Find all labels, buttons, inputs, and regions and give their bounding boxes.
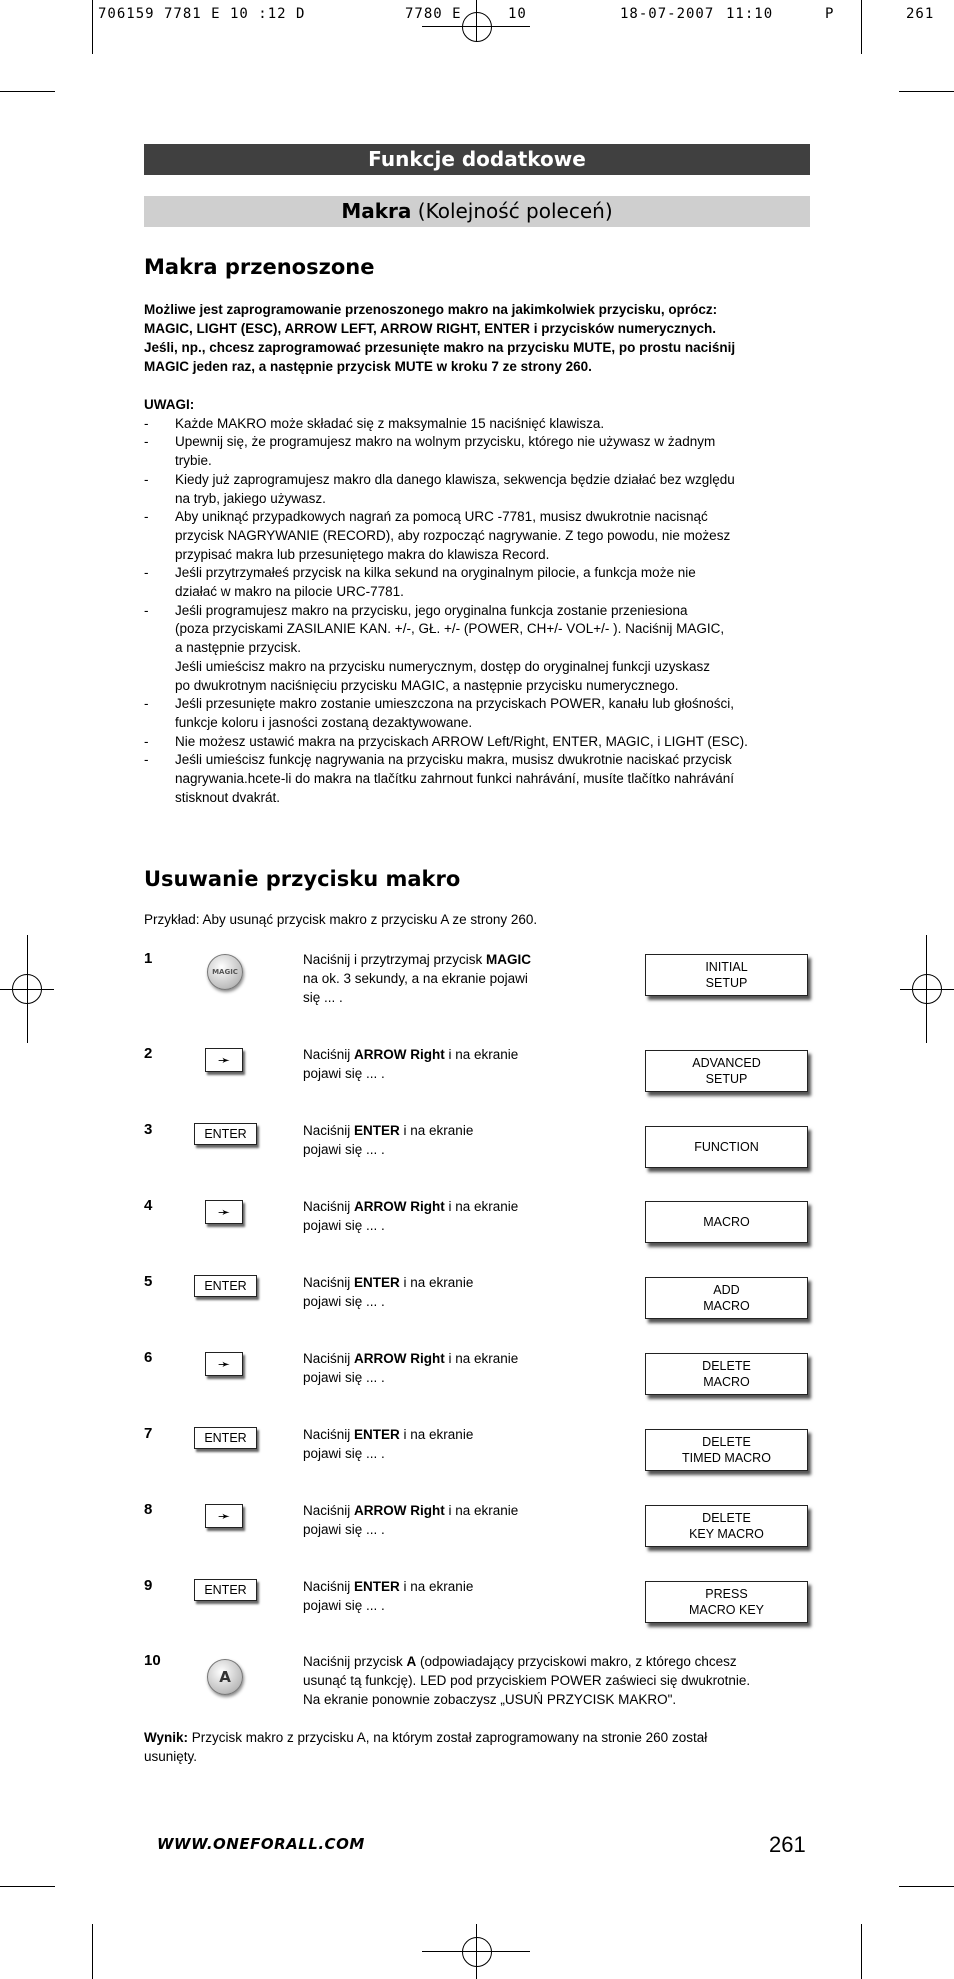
note-line: Jeśli programujesz makro na przycisku, jego oryginalna funkcja zostanie przeniesiona <box>175 602 688 618</box>
crop-mark <box>861 1924 862 1979</box>
lcd-screen-display: DELETE MACRO <box>645 1353 808 1395</box>
lcd-screen-display: ADVANCED SETUP <box>645 1050 808 1092</box>
result-label: Wynik: <box>144 1730 189 1745</box>
print-model: 7780 E <box>405 6 462 22</box>
note-dash: - <box>144 434 149 450</box>
note-line: przypisać makra lub przesuniętego makra do klawisza Record. <box>175 546 550 562</box>
step-text-post: i na ekranie <box>444 1503 519 1518</box>
step-text-line2: pojawi się ... . <box>303 1446 385 1461</box>
note-dash: - <box>144 565 149 581</box>
note-item <box>144 733 804 752</box>
print-code: 706159 7781 E 10 :12 D <box>98 6 306 22</box>
step-10-text <box>303 1652 803 1709</box>
step-text-bold: ARROW Right <box>354 1351 445 1366</box>
note-line: Nie możesz ustawić makra na przyciskach ARROW Left/Right, ENTER, MAGIC, i LIGHT (ESC). <box>175 733 748 749</box>
step-text-pre: Naciśnij <box>303 1351 355 1366</box>
step-text-line2: pojawi się ... . <box>303 1066 385 1081</box>
result-line: usunięty. <box>144 1749 198 1764</box>
step-number: 5 <box>144 1273 153 1290</box>
crop-mark <box>92 0 93 54</box>
intro-paragraph <box>144 300 804 376</box>
a-button-label: A <box>219 1668 231 1686</box>
arrow-right-icon: ➛ <box>205 1352 243 1376</box>
step-text-pre: Naciśnij <box>303 1503 355 1518</box>
section-heading-delete-macro: Usuwanie przycisku makro <box>144 867 461 891</box>
step-text-line2: pojawi się ... . <box>303 1522 385 1537</box>
magic-button-label: MAGIC <box>212 968 238 976</box>
step-text-post: i na ekranie <box>399 1579 474 1594</box>
registration-mark <box>912 974 942 1004</box>
enter-key-icon: ENTER <box>194 1275 257 1297</box>
oneforall-logo: WWW.ONEFORALL.COM <box>157 1835 365 1853</box>
note-item <box>144 433 804 470</box>
note-dash: - <box>144 752 149 768</box>
registration-mark <box>462 1937 492 1967</box>
step-number: 8 <box>144 1501 153 1518</box>
step-text-pre: Naciśnij <box>303 1123 355 1138</box>
note-line: Jeśli umieścisz makro na przycisku numerycznym, dostęp do oryginalnej funkcji uzyskasz <box>175 658 710 674</box>
note-item <box>144 695 804 732</box>
note-line: nagrywania.hcete-li do makra na tlačítku zahrnout funkci nahrávání, musíte tlačítko nahrávání <box>175 771 735 787</box>
step-text-line2: usunąć tą funkcję). LED pod przyciskiem POWER zaświeci się dwukrotnie. <box>303 1673 751 1688</box>
subtitle-rest: (Kolejność poleceń) <box>417 199 613 223</box>
step-text-line2: na ok. 3 sekundy, a na ekranie pojawi <box>303 971 528 986</box>
example-text: Przykład: Aby usunąć przycisk makro z przycisku A ze strony 260. <box>144 912 538 927</box>
print-time: 11:10 <box>726 6 774 22</box>
step-number: 9 <box>144 1577 153 1594</box>
step-text-post: i na ekranie <box>399 1123 474 1138</box>
step-text-line2: pojawi się ... . <box>303 1598 385 1613</box>
note-line: a następnie przycisk. <box>175 640 302 656</box>
step-text-bold: ENTER <box>354 1275 400 1290</box>
step-text-pre: Naciśnij <box>303 1579 355 1594</box>
step-text-post: i na ekranie <box>444 1199 519 1214</box>
step-text-bold: ARROW Right <box>354 1199 445 1214</box>
step-number: 1 <box>144 950 153 967</box>
step-text-pre: Naciśnij i przytrzymaj przycisk <box>303 952 487 967</box>
registration-mark <box>12 974 42 1004</box>
lcd-screen-display: PRESS MACRO KEY <box>645 1581 808 1623</box>
print-p: P <box>825 6 835 22</box>
step-text-line2: pojawi się ... . <box>303 1294 385 1309</box>
step-text-post: i na ekranie <box>399 1427 474 1442</box>
note-dash: - <box>144 696 149 712</box>
intro-line: Jeśli, np., chcesz zaprogramować przesunięte makro na przycisku MUTE, po prostu naciśnij <box>144 340 736 355</box>
a-button-icon <box>207 1659 243 1695</box>
print-num: 10 <box>508 6 527 22</box>
arrow-right-icon: ➛ <box>205 1504 243 1528</box>
result-paragraph <box>144 1728 804 1766</box>
step-number: 2 <box>144 1045 153 1062</box>
subtitle-bold: Makra <box>341 199 412 223</box>
note-item <box>144 415 804 434</box>
step-text-bold: ENTER <box>354 1579 400 1594</box>
note-line: funkcje koloru i jasności zostaną dezaktywowane. <box>175 714 473 730</box>
step-text-bold: MAGIC <box>486 952 532 967</box>
step-number: 7 <box>144 1425 153 1442</box>
step-text-line3: się ... . <box>303 990 343 1005</box>
page-subtitle <box>144 196 810 227</box>
step-text-post: (odpowiadający przyciskowi makro, z którego chcesz <box>416 1654 737 1669</box>
step-text-bold: ENTER <box>354 1123 400 1138</box>
step-text-bold: A <box>406 1654 417 1669</box>
lcd-screen-display: DELETE KEY MACRO <box>645 1505 808 1547</box>
enter-key-icon: ENTER <box>194 1123 257 1145</box>
note-dash: - <box>144 733 149 749</box>
notes-list <box>144 396 804 807</box>
step-number: 10 <box>144 1652 161 1669</box>
lcd-screen-display: INITIAL SETUP <box>645 954 808 996</box>
note-item <box>144 751 804 807</box>
note-line: trybie. <box>175 453 212 469</box>
note-line: Upewnij się, że programujesz makro na wolnym przycisku, którego nie używasz w żadnym <box>175 434 716 450</box>
step-text-post: i na ekranie <box>399 1275 474 1290</box>
page-number: 261 <box>769 1832 806 1857</box>
registration-mark <box>462 12 492 42</box>
intro-line: MAGIC jeden raz, a następnie przycisk MUTE w kroku 7 ze strony 260. <box>144 359 592 374</box>
step-text-pre: Naciśnij przycisk <box>303 1654 407 1669</box>
step-text-pre: Naciśnij <box>303 1199 355 1214</box>
note-item <box>144 471 804 508</box>
arrow-right-icon: ➛ <box>205 1048 243 1072</box>
step-number: 3 <box>144 1121 153 1138</box>
note-dash: - <box>144 415 149 431</box>
step-text-bold: ENTER <box>354 1427 400 1442</box>
page-title: Funkcje dodatkowe <box>144 144 810 175</box>
crop-mark <box>899 91 954 92</box>
step-text-bold: ARROW Right <box>354 1047 445 1062</box>
note-line: po dwukrotnym naciśnięciu przycisku MAGIC, a następnie przycisku numerycznego. <box>175 677 679 693</box>
step-text-pre: Naciśnij <box>303 1047 355 1062</box>
step-text-line3: Na ekranie ponownie zobaczysz „USUŃ PRZYCISK MAKRO". <box>303 1692 677 1707</box>
step-text-bold: ARROW Right <box>354 1503 445 1518</box>
crop-mark <box>861 0 862 54</box>
print-page: 261 <box>906 6 935 22</box>
note-line: Aby uniknąć przypadkowych nagrań za pomocą URC -7781, musisz dwukrotnie nacisnąć <box>175 509 708 525</box>
step-text-post: i na ekranie <box>444 1351 519 1366</box>
section-heading-transferred-macros: Makra przenoszone <box>144 255 375 279</box>
crop-mark <box>92 1924 93 1979</box>
note-dash: - <box>144 471 149 487</box>
step-text-line2: pojawi się ... . <box>303 1218 385 1233</box>
note-line: Jeśli umieścisz funkcję nagrywania na przycisku makra, musisz dwukrotnie naciskać przycisk <box>175 752 732 768</box>
note-line: Jeśli przytrzymałeś przycisk na kilka sekund na oryginalnym pilocie, a funkcja może nie <box>175 565 696 581</box>
enter-key-icon: ENTER <box>194 1579 257 1601</box>
note-item <box>144 602 804 696</box>
note-line: przycisk NAGRYWANIE (RECORD), aby rozpocząć nagrywanie. Z tego powodu, nie możesz <box>175 527 731 543</box>
lcd-screen-display: FUNCTION <box>645 1126 808 1168</box>
step-number: 4 <box>144 1197 153 1214</box>
step-text-pre: Naciśnij <box>303 1275 355 1290</box>
step-text-line2: pojawi się ... . <box>303 1142 385 1157</box>
lcd-screen-display: MACRO <box>645 1201 808 1243</box>
intro-line: Możliwe jest zaprogramowanie przenoszonego makro na jakimkolwiek przycisku, oprócz: <box>144 302 718 317</box>
step-number: 6 <box>144 1349 153 1366</box>
crop-mark <box>0 1886 55 1887</box>
note-dash: - <box>144 602 149 618</box>
step-text-post: i na ekranie <box>444 1047 519 1062</box>
step-text-line2: pojawi się ... . <box>303 1370 385 1385</box>
intro-line: MAGIC, LIGHT (ESC), ARROW LEFT, ARROW RIGHT, ENTER i przycisków numerycznych. <box>144 321 717 336</box>
result-line: Przycisk makro z przycisku A, na którym został zaprogramowany na stronie 260 został <box>188 1730 708 1745</box>
lcd-screen-display: DELETE TIMED MACRO <box>645 1429 808 1471</box>
lcd-screen-display: ADD MACRO <box>645 1277 808 1319</box>
print-date: 18-07-2007 <box>620 6 715 22</box>
notes-items <box>144 415 804 808</box>
note-line: Jeśli przesunięte makro zostanie umieszczona na przyciskach POWER, kanału lub głośności, <box>175 696 734 712</box>
step-text-pre: Naciśnij <box>303 1427 355 1442</box>
arrow-right-icon: ➛ <box>205 1200 243 1224</box>
crop-mark <box>0 91 55 92</box>
notes-heading: UWAGI: <box>144 397 195 412</box>
note-line: na tryb, jakiego używasz. <box>175 490 326 506</box>
crop-mark <box>899 1886 954 1887</box>
note-line: Kiedy już zaprogramujesz makro dla danego klawisza, sekwencja będzie działać bez względu <box>175 471 735 487</box>
magic-button-icon <box>207 954 243 990</box>
enter-key-icon: ENTER <box>194 1427 257 1449</box>
note-line: działać w makro na pilocie URC-7781. <box>175 584 404 600</box>
note-line: stisknout dvakrát. <box>175 789 281 805</box>
note-item <box>144 564 804 601</box>
note-dash: - <box>144 509 149 525</box>
note-item <box>144 508 804 564</box>
note-line: Każde MAKRO może składać się z maksymalnie 15 naciśnięć klawisza. <box>175 415 605 431</box>
note-line: (poza przyciskami ZASILANIE KAN. +/-, GŁ. +/- (POWER, CH+/- VOL+/- ). Naciśnij MAGIC, <box>175 621 725 637</box>
